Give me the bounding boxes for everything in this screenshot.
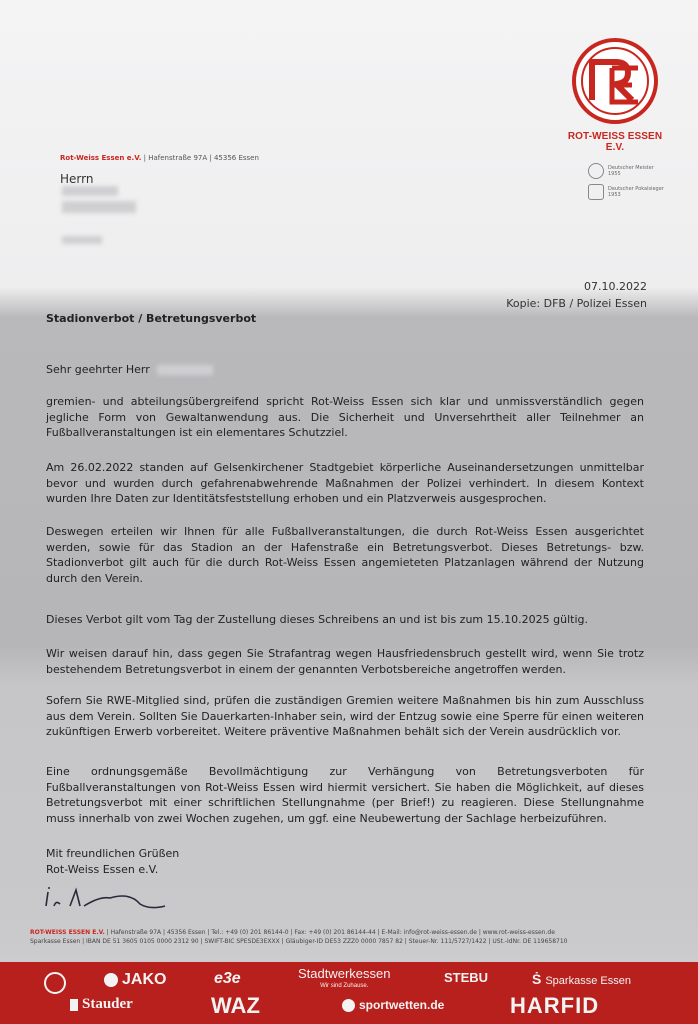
sponsor-stauder: Stauder [70, 996, 133, 1013]
paragraph-4: Dieses Verbot gilt vom Tag der Zustellung dieses Schreibens an und ist bis zum 15.10.2025 gültig. [46, 613, 588, 626]
sportwetten-ball-icon [342, 999, 355, 1012]
subject: Stadionverbot / Betretungsverbot [46, 312, 257, 325]
paragraph-5: Wir weisen darauf hin, dass gegen Sie Strafantrag wegen Hausfriedensbruch gestellt wird, wenn Sie trotz bestehendem Betretungsverbot in einem der genannten Verbotsbereiche angetroffen werden. [46, 647, 644, 676]
sponsor-waz: WAZ [211, 993, 260, 1018]
redacted-city [62, 236, 102, 244]
paragraph-7: Eine ordnungsgemäße Bevollmächtigung zur Verhängung von Betretungsverboten für Fußballveranstaltungen von Rot-Weiss Essen wird hiermit versichert. Sie haben die Möglichkeit, auf dieses Betretungsverbot mit einer schriftlichen Stellungnahme (per Brief!) zu reagieren. Diese Stellungnahme muss innerhalb von zwei Wochen zugehen, um ggf. eine Neubewertung der Sachlage herbeizuführen. [46, 765, 644, 825]
emblem-icon [588, 163, 604, 179]
sponsor-sparkasse: Ṡ Sparkasse Essen [532, 971, 631, 987]
club-name: ROT-WEISS ESSEN E.V. [567, 131, 663, 153]
sparkasse-s-icon: Ṡ [532, 971, 542, 987]
footer-contact: ROT-WEISS ESSEN E.V. | Hafenstraße 97A | 45356 Essen | Tel.: +49 (0) 201 86144-0 | Fax: +49 (0) 201 86144-44 | E-Mail: info@rot-weiss-essen.de | www.rot-weiss-essen.de [30, 929, 555, 936]
rwe-logo-icon [572, 38, 658, 124]
sponsor-sportwetten: sportwetten.de [342, 998, 444, 1012]
sponsor-e3e: e3e [214, 970, 241, 987]
sponsor-harfid: HARFID [510, 993, 600, 1018]
closing [46, 846, 179, 878]
redacted-name [62, 186, 118, 196]
paragraph-3: Deswegen erteilen wir Ihnen für alle Fußballveranstaltungen, die durch Rot-Weiss Essen ausgerichtet werden, sowie für das Stadion an der Hafenstraße ein Betretungsverbot. Dieses Betretungs- bzw. Stadionverbot gilt auch für die durch Rot-Weiss Essen angemieteten Platzanlagen während der Nutzung durch den Verein. [46, 525, 644, 585]
sponsor-logo-small-icon [44, 972, 66, 994]
sponsor-jako: JAKO [104, 971, 166, 989]
closing-club: Rot-Weiss Essen e.V. [46, 863, 159, 876]
sponsor-band [0, 962, 698, 1024]
jako-logo-icon [104, 973, 118, 987]
award-pokal: Deutscher Pokalsieger 1953 [588, 184, 668, 200]
signature [40, 876, 180, 916]
sponsor-stadtwerke: Stadtwerkessen Wir sind Zuhause. [298, 966, 391, 989]
footer-bank: Sparkasse Essen | IBAN DE 51 3605 0105 0000 2312 90 | SWIFT-BIC SPESDE3EXXX | Gläubiger-ID DE53 ZZZ0 0000 7857 82 | Steuer-Nr. 111/5727/1422 | USt.-IdNr. DE 119658710 [30, 938, 568, 945]
letter-footer [30, 928, 670, 946]
redacted-surname [157, 365, 213, 375]
trophy-icon [588, 184, 604, 200]
recipient-salutation: Herrn [60, 172, 94, 186]
award-meister: Deutscher Meister 1955 [588, 163, 668, 179]
stauder-crest-icon [70, 999, 78, 1011]
paragraph-1: gremien- und abteilungsübergreifend spricht Rot-Weiss Essen sich klar und unmissverständlich gegen jegliche Form von Gewaltanwendung aus. Die Sicherheit und Unversehrtheit aller Teilnehmer an Fußballveranstaltungen ist ein elementares Schutzziel. [46, 395, 644, 439]
paragraph-6: Sofern Sie RWE-Mitglied sind, prüfen die zuständigen Gremien weitere Maßnahmen bis hin zum Ausschluss aus dem Verein. Sollten Sie Dauerkarten-Inhaber sein, wird der Entzug sowie eine Sperre für einen weiteren zukünftigen Erwerb vorbereitet. Weitere präventive Maßnahmen behält sich der Verein ausdrücklich vor. [46, 694, 644, 738]
sponsor-stebu: STEBU [444, 970, 489, 985]
copy-recipients: Kopie: DFB / Polizei Essen [506, 297, 647, 310]
redacted-street [62, 201, 136, 213]
closing-greeting: Mit freundlichen Grüßen [46, 847, 180, 860]
sender-line: Rot-Weiss Essen e.V. | Hafenstraße 97A | 45356 Essen [60, 154, 259, 162]
greeting: Sehr geehrter Herr [46, 362, 644, 378]
letter-date: 07.10.2022 [584, 280, 647, 293]
paragraph-2: Am 26.02.2022 standen auf Gelsenkirchener Stadtgebiet körperliche Auseinandersetzungen unmittelbar bevor und wurden durch gefahrenabwehrende Maßnahmen der Polizei verhindert. In diesem Kontext wurden Ihre Daten zur Identitätsfeststellung erhoben und ein Platzverweis ausgesprochen. [46, 461, 644, 505]
